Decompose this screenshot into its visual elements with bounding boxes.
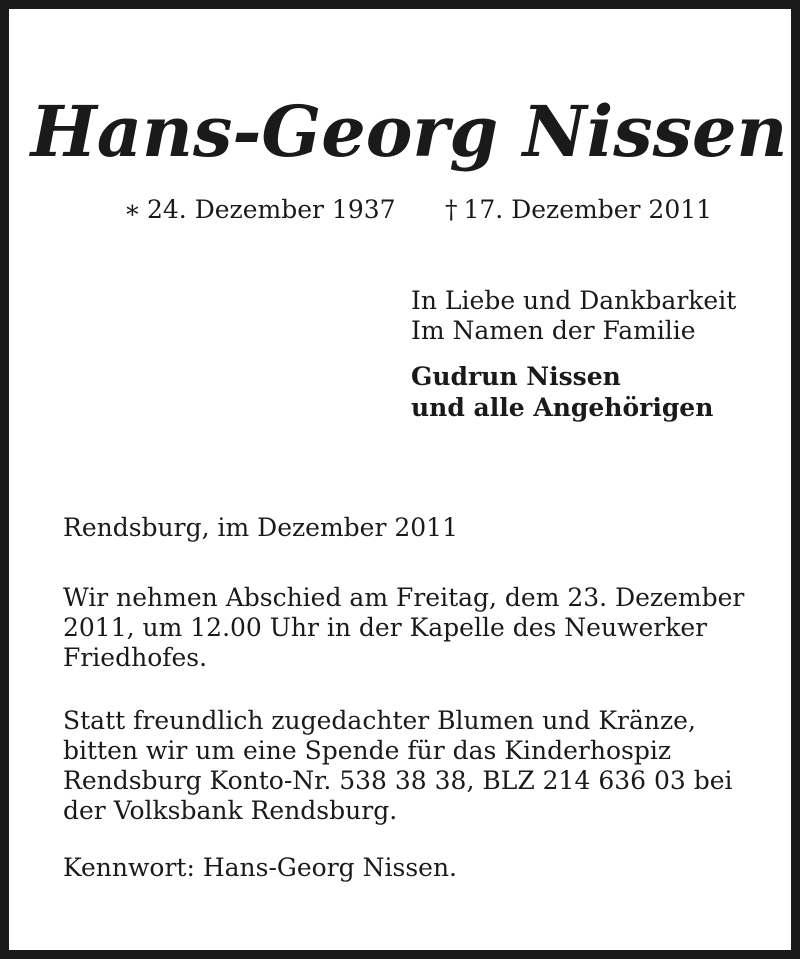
- greeting-line-2: Im Namen der Familie: [411, 316, 696, 345]
- signer-line-2: und alle Angehörigen: [411, 393, 714, 422]
- donation-keyword: Kennwort: Hans-Georg Nissen.: [63, 853, 457, 882]
- greeting-block: [411, 286, 736, 346]
- farewell-notice: Wir nehmen Abschied am Freitag, dem 23. Dezember 2011, um 12.00 Uhr in der Kapelle des Neuwerker Friedhofes.: [63, 583, 745, 672]
- greeting-line-1: In Liebe und Dankbarkeit: [411, 286, 737, 315]
- death-date-text: 17. Dezember 2011: [463, 195, 713, 224]
- place-date: Rendsburg, im Dezember 2011: [63, 513, 458, 542]
- signers-block: [411, 361, 713, 423]
- birth-date-text: 24. Dezember 1937: [147, 195, 396, 224]
- deceased-name: Hans-Georg Nissen: [30, 90, 788, 173]
- death-cross-icon: †: [445, 195, 458, 224]
- birth-star-icon: ∗: [124, 195, 141, 224]
- death-date: [445, 194, 712, 226]
- signer-line-1: Gudrun Nissen: [411, 362, 621, 391]
- donation-notice: Statt freundlich zugedachter Blumen und Kränze, bitten wir um eine Spende für das Kinderhospiz Rendsburg Konto-Nr. 538 38 38, BLZ 214 636 03 bei der Volksbank Rendsburg.: [63, 706, 733, 825]
- birth-date: [124, 194, 396, 226]
